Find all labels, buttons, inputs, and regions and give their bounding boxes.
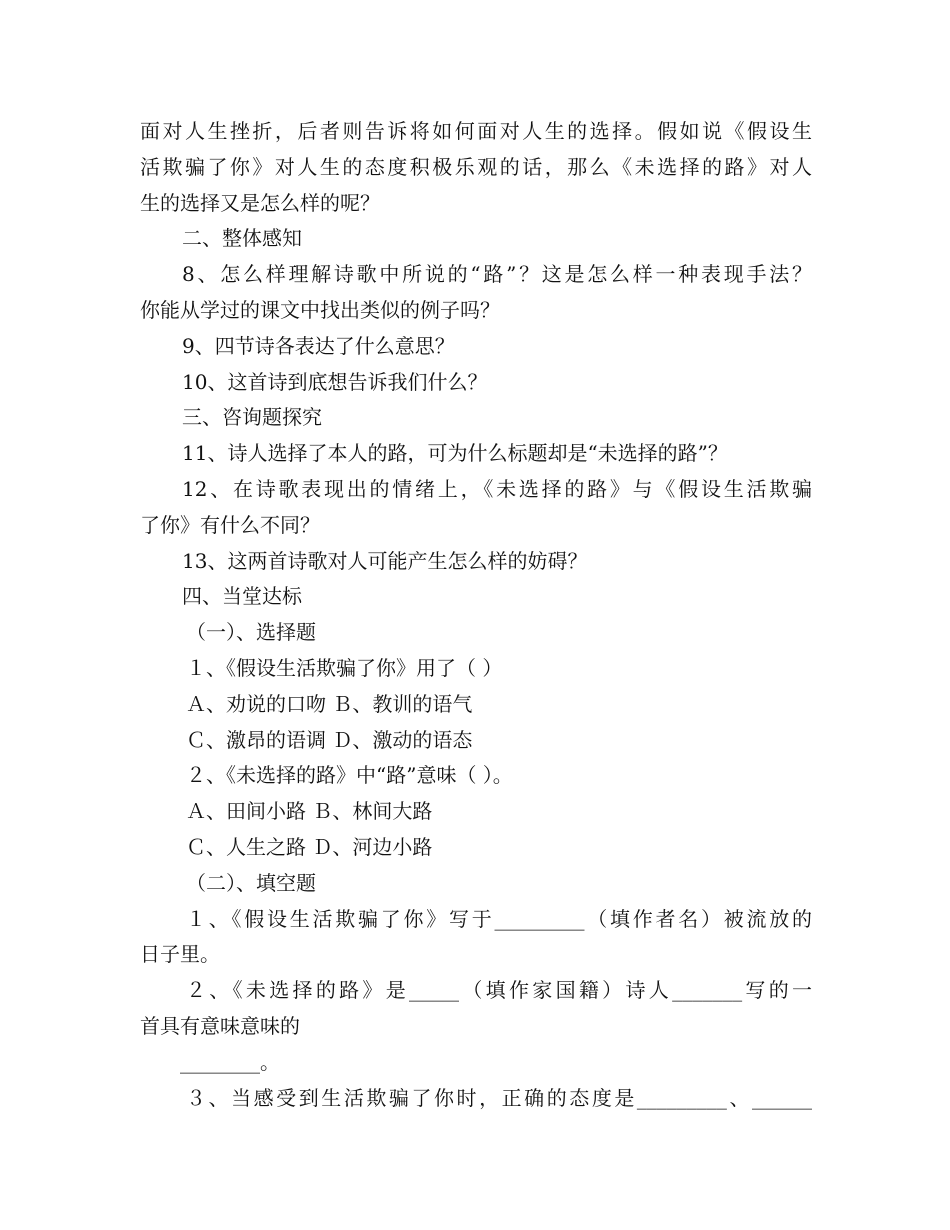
fill-blank-question: １、《假设生活欺骗了你》写于_________（填作者名）被流放的 xyxy=(186,906,812,931)
choice-question: １、《假设生活欺骗了你》用了（ ） xyxy=(186,655,503,680)
question-line: 9、四节诗各表达了什么意思？ xyxy=(182,333,455,358)
question-line: 12、在诗歌表现出的情绪上，《未选择的路》与《假设生活欺骗 xyxy=(182,476,812,501)
paragraph-line: 生的选择又是怎么样的呢？ xyxy=(140,190,380,215)
section-heading: 四、当堂达标 xyxy=(182,584,302,609)
question-line: 11、诗人选择了本人的路，可为什么标题却是“未选择的路”？ xyxy=(182,441,728,466)
subsection-heading: （一）、选择题 xyxy=(186,620,316,645)
paragraph-line: 面对人生挫折，后者则告诉将如何面对人生的选择。假如说《假设生 xyxy=(140,119,812,143)
fill-blank-question: ３、当感受到生活欺骗了你时，正确的态度是_________、______ xyxy=(186,1085,812,1110)
subsection-heading: （二）、填空题 xyxy=(186,870,316,895)
section-heading: 二、整体感知 xyxy=(182,226,302,251)
choice-options: Ｃ、激昂的语调 Ｄ、激动的语态 xyxy=(186,727,473,752)
choice-options: Ａ、劝说的口吻 Ｂ、教训的语气 xyxy=(186,691,473,716)
section-heading: 三、咨询题探究 xyxy=(182,405,322,430)
document-body xyxy=(140,114,812,1116)
fill-blank-question: 日子里。 xyxy=(140,942,220,967)
choice-options: Ｃ、人生之路 Ｄ、河边小路 xyxy=(186,834,433,859)
question-line: 10、这首诗到底想告诉我们什么？ xyxy=(182,369,488,394)
question-line: 了你》有什么不同？ xyxy=(140,512,320,537)
fill-blank-question: ________。 xyxy=(180,1049,280,1074)
question-line: 你能从学过的课文中找出类似的例子吗？ xyxy=(140,297,500,322)
choice-options: Ａ、田间小路 Ｂ、林间大路 xyxy=(186,799,433,824)
choice-question: ２、《未选择的路》中“路”意味（ ）。 xyxy=(186,763,513,788)
fill-blank-question: 首具有意味意味的 xyxy=(140,1013,300,1038)
fill-blank-question: ２、《未选择的路》是_____（填作家国籍）诗人_______写的一 xyxy=(186,978,812,1003)
question-line: 13、这两首诗歌对人可能产生怎么样的妨碍？ xyxy=(182,548,588,573)
question-line: 8、怎么样理解诗歌中所说的“路”？这是怎么样一种表现手法？ xyxy=(182,262,812,287)
paragraph-line: 活欺骗了你》对人生的态度积极乐观的话，那么《未选择的路》对人 xyxy=(140,154,812,179)
